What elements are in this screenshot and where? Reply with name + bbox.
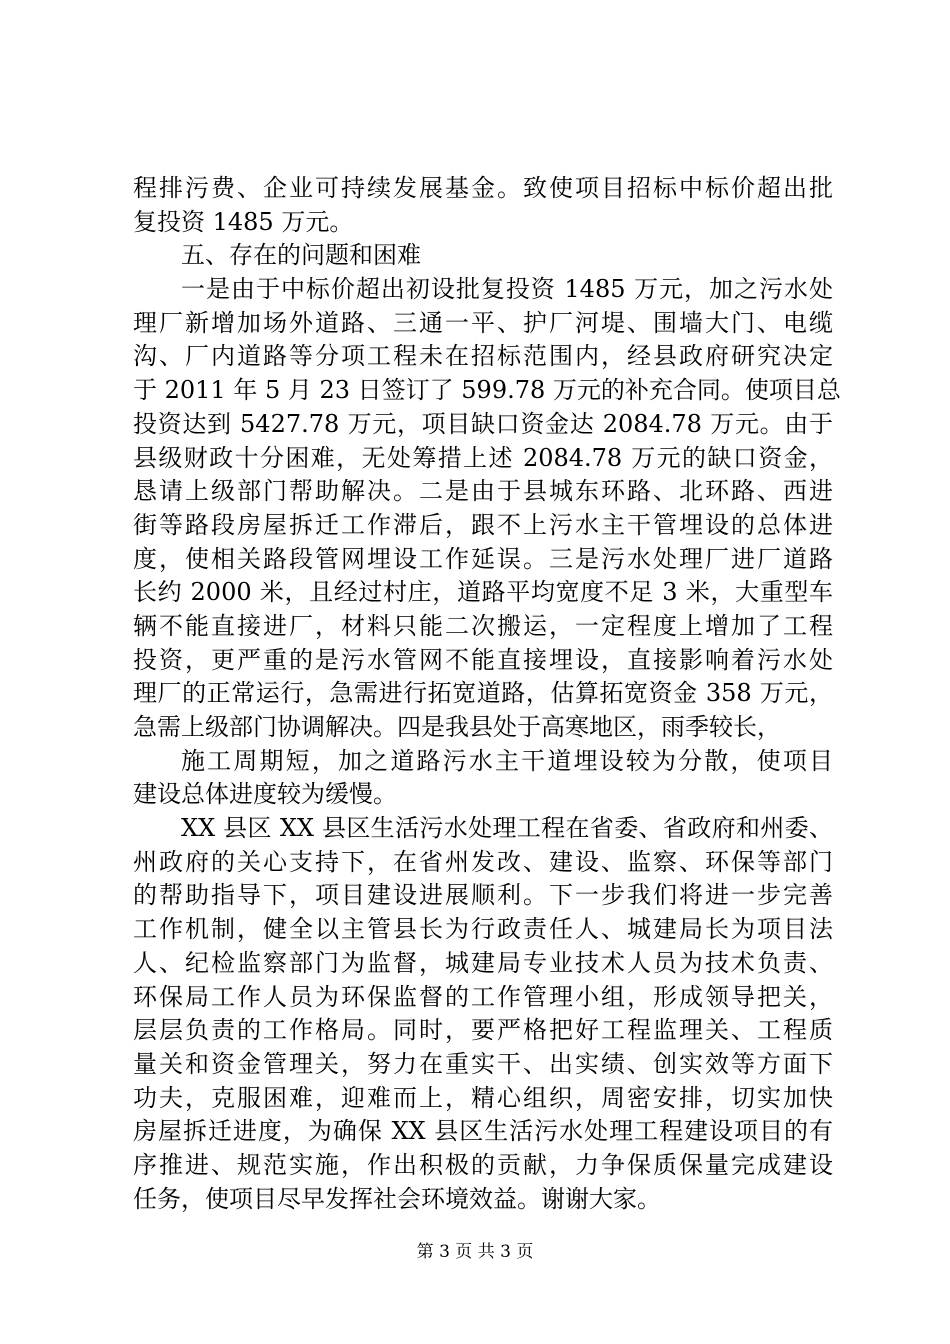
- text-line: 理厂新增加场外道路、三通一平、护厂河堤、围墙大门、电缆: [133, 308, 833, 337]
- text-line: 长约 2000 米，且经过村庄，道路平均宽度不足 3 米，大重型车: [133, 578, 833, 607]
- text-line: 度，使相关路段管网埋设工作延误。三是污水处理厂进厂道路: [133, 544, 833, 573]
- text-line: 施工周期短，加之道路污水主干道埋设较为分散，使项目: [181, 746, 833, 775]
- text-line: 层层负责的工作格局。同时，要严格把好工程监理关、工程质: [133, 1016, 833, 1045]
- text-line: 投资，更严重的是污水管网不能直接埋设，直接影响着污水处: [133, 645, 833, 674]
- text-line: 房屋拆迁进度，为确保 XX 县区生活污水处理工程建设项目的有: [133, 1117, 833, 1146]
- text-line: 量关和资金管理关，努力在重实干、出实绩、创实效等方面下: [133, 1049, 833, 1078]
- text-line: 一是由于中标价超出初设批复投资 1485 万元，加之污水处: [181, 275, 833, 304]
- text-line: 任务，使项目尽早发挥社会环境效益。谢谢大家。: [133, 1184, 661, 1213]
- text-line: 环保局工作人员为环保监督的工作管理小组，形成领导把关，: [133, 982, 833, 1011]
- text-line: 投资达到 5427.78 万元，项目缺口资金达 2084.78 万元。由于: [133, 409, 833, 438]
- text-line: 州政府的关心支持下，在省州发改、建设、监察、环保等部门: [133, 847, 833, 876]
- text-line: 县级财政十分困难，无处筹措上述 2084.78 万元的缺口资金，: [133, 443, 833, 472]
- text-line: 沟、厂内道路等分项工程未在招标范围内，经县政府研究决定: [133, 342, 833, 371]
- text-line: XX 县区 XX 县区生活污水处理工程在省委、省政府和州委、: [181, 814, 833, 843]
- text-line: 人、纪检监察部门为监督，城建局专业技术人员为技术负责、: [133, 948, 833, 977]
- text-line: 恳请上级部门帮助解决。二是由于县城东环路、北环路、西进: [133, 477, 833, 506]
- text-line: 辆不能直接进厂，材料只能二次搬运，一定程度上增加了工程: [133, 611, 833, 640]
- text-line: 功夫，克服困难，迎难而上，精心组织，周密安排，切实加快: [133, 1083, 833, 1112]
- text-line: 工作机制，健全以主管县长为行政责任人、城建局长为项目法: [133, 915, 833, 944]
- document-body: [133, 172, 841, 1216]
- text-line: 复投资 1485 万元。: [133, 207, 354, 236]
- text-line: 程排污费、企业可持续发展基金。致使项目招标中标价超出批: [133, 174, 833, 202]
- text-line: 理厂的正常运行，急需进行拓宽道路，估算拓宽资金 358 万元，: [133, 679, 833, 708]
- text-line: 建设总体进度较为缓慢。: [133, 780, 397, 809]
- text-line: 五、存在的问题和困难: [181, 241, 421, 270]
- text-line: 于 2011 年 5 月 23 日签订了 599.78 万元的补充合同。使项目总: [133, 376, 841, 405]
- text-line: 街等路段房屋拆迁工作滞后，跟不上污水主干管埋设的总体进: [133, 510, 833, 539]
- text-line: 急需上级部门协调解决。四是我县处于高寒地区，雨季较长，: [133, 713, 781, 741]
- text-line: 的帮助指导下，项目建设进展顺利。下一步我们将进一步完善: [133, 881, 833, 910]
- page-footer: 第 3 页 共 3 页: [416, 1242, 534, 1262]
- text-line: 序推进、规范实施，作出积极的贡献，力争保质保量完成建设: [133, 1150, 833, 1179]
